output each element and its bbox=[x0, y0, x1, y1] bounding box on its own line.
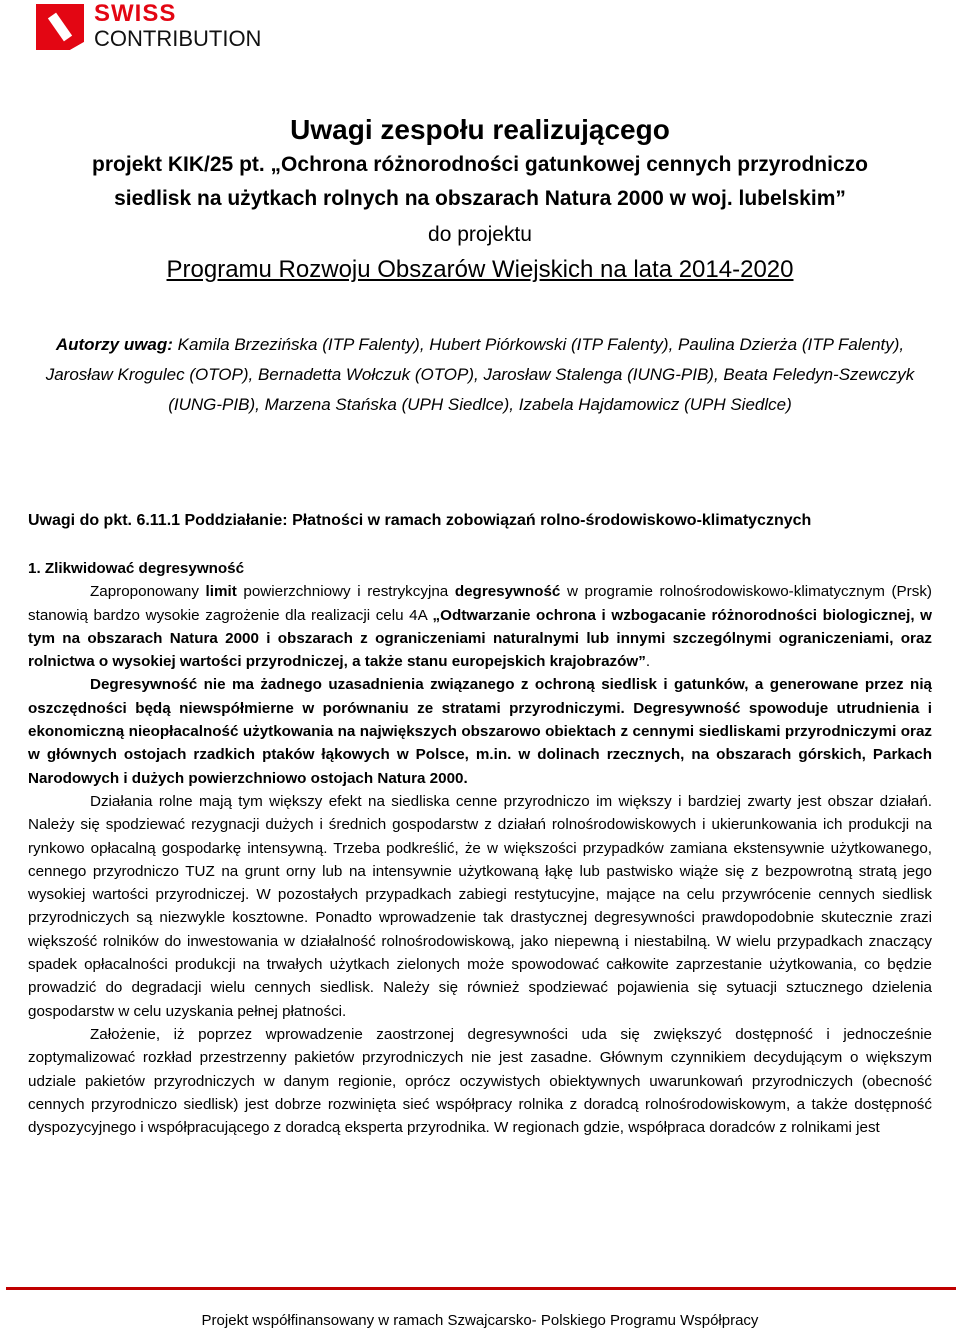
footer-text: Projekt współfinansowany w ramach Szwajcarsko- Polskiego Programu Współpracy bbox=[201, 1312, 759, 1329]
paragraph-1-limit: limit bbox=[205, 583, 237, 601]
logo-text-swiss: SWISS bbox=[94, 0, 177, 27]
programme-title: Programu Rozwoju Obszarów Wiejskich na lata 2014-2020 bbox=[166, 256, 794, 283]
paragraph-2: Degresywność nie ma żadnego uzasadnienia związanego z ochroną siedlisk i gatunków, a generowane przez nią oszczędności będą niewspółmierne w porównaniu ze stratami przyrodniczymi. Degresywność spowoduje utrudnienia i ekonomiczną nieopłacalność użytkowania na największych obszarowo obiektach z cennymi siedliskami przyrodniczymi oraz w głównych ostojach rzadkich ptaków łąkowych w Polsce, m.in. w dolinach rzecznych, na obszarach górskich, Parkach Narodowych i dużych powierzchniowo ostojach Natura 2000. bbox=[28, 676, 932, 787]
paragraph-1-part-a: Zaproponowany bbox=[90, 583, 206, 601]
authors-label: Autorzy uwag: bbox=[55, 335, 173, 354]
paragraph-1-degresywnosc: degresywność bbox=[454, 583, 561, 601]
paragraph-1-part-c: powierzchniowy i restrykcyjna bbox=[236, 583, 455, 601]
paragraph-4: Założenie, iż poprzez wprowadzenie zaostrzonej degresywności uda się zwiększyć dostępność i jednocześnie zoptymalizować rozkład przestrzenny pakietów przyrodniczych nie jest zasadne. Głównym czynnikiem decydującym o większym udziale pakietów przyrodniczych w danym regionie, oprócz oczywistych obiektywnych uwarunkowań przyrodniczych (obecność cennych przyrodniczo siedlisk) jest dobrze rozwinięta sieć współpracy rolnika z doradcą rolnośrodowiskowym, a także dostępność dyspozycyjnego i współpracującego z doradcą eksperta przyrodnika. W regionach gdzie, współpraca doradców z rolnikami jest bbox=[28, 1025, 932, 1137]
swiss-cross-flag-icon bbox=[36, 4, 84, 50]
document-title-block bbox=[0, 112, 960, 288]
project-title-line-2: siedlisk na użytkach rolnych na obszarach Natura 2000 w woj. lubelskim” bbox=[114, 187, 846, 210]
project-title-line-1: projekt KIK/25 pt. „Ochrona różnorodności gatunkowej cennych przyrodniczo bbox=[92, 153, 868, 176]
paragraph-3: Działania rolne mają tym większy efekt na siedliska cenne przyrodniczo im większy i bardziej zwarty jest obszar działań. Należy się spodziewać rezygnacji dużych i średnich gospodarstw z działań rolnośrodowiskowych i ukierunkowania ich produkcji na rynkowo opłacalną gospodarkę intensywną. Trzeba podkreślić, że w większości przypadków zamiana ekstensywnie użytkowanego, cennego przyrodniczo TUZ na grunt orny lub na intensywnie użytkowaną łąkę lub pastwisko wiąże się z bezpowrotną stratą jego wysokiej wartości przyrodniczej. W pozostałych przypadkach zabiegi restytucyjne, mające na celu przywrócenie cennych siedlisk przyrodniczych są niezwykle kosztowne. Ponadto wprowadzenie tak drastycznej degresywności prawdopodobnie skutecznie zrazi większość rolników do inwestowania w działalność rolnośrodowiskową, jako niepewną i niestabilną. W wielu przypadkach znaczący spadek opłacalności produkcji na trwałych użytkach zielonych może spowodować całkowite zaprzestanie użytkowania, co będzie prowadzić do degradacji wielu cennych siedlisk. Należy się również spodziewać pojawienia się sytuacji sztucznego dzielenia gospodarstw w celu uzyskania pełnej płatności. bbox=[28, 792, 932, 1020]
page-title: Uwagi zespołu realizującego bbox=[290, 114, 670, 145]
footer-divider bbox=[6, 1287, 956, 1290]
paragraph-1-goal-quote: „Odtwarzanie ochrona i wzbogacanie różnorodności biologicznej, w tym na obszarach Natura 2000 i obszarach z ograniczeniami naturalnymi lub innymi szczególnymi ograniczeniami, oraz rolnictwa o wysokiej wartości przyrodniczej, a także stanu europejskich krajobrazów” bbox=[28, 606, 932, 671]
subtitle-to-project: do projektu bbox=[428, 223, 532, 246]
paragraph-1-part-e: w programie rolnośrodowiskowo-klimatycznym (Prsk) stanowią bardzo wysokie zagrożenie dla realizacji celu 4A bbox=[28, 583, 932, 624]
swiss-contribution-logo bbox=[36, 2, 276, 52]
authors-paragraph bbox=[28, 330, 932, 420]
document-body bbox=[28, 557, 932, 1139]
paragraph-1 bbox=[28, 580, 932, 673]
section-heading: Uwagi do pkt. 6.11.1 Poddziałanie: Płatności w ramach zobowiązań rolno-środowiskowo-klimatycznych bbox=[28, 512, 812, 529]
logo-text-contribution: CONTRIBUTION bbox=[94, 26, 262, 51]
paragraph-1-end: . bbox=[645, 653, 651, 671]
authors-names: Kamila Brzezińska (ITP Falenty), Hubert Piórkowski (ITP Falenty), Paulina Dzierża (ITP Falenty), Jarosław Krogulec (OTOP), Bernadetta Wołczuk (OTOP), Jarosław Stalenga (IUNG-PIB), Beata Feledyn-Szewczyk (IUNG-PIB), Marzena Stańska (UPH Siedlce), Izabela Hajdamowicz (UPH Siedlce) bbox=[45, 335, 915, 414]
point-1-heading: 1. Zlikwidować degresywność bbox=[28, 560, 245, 577]
